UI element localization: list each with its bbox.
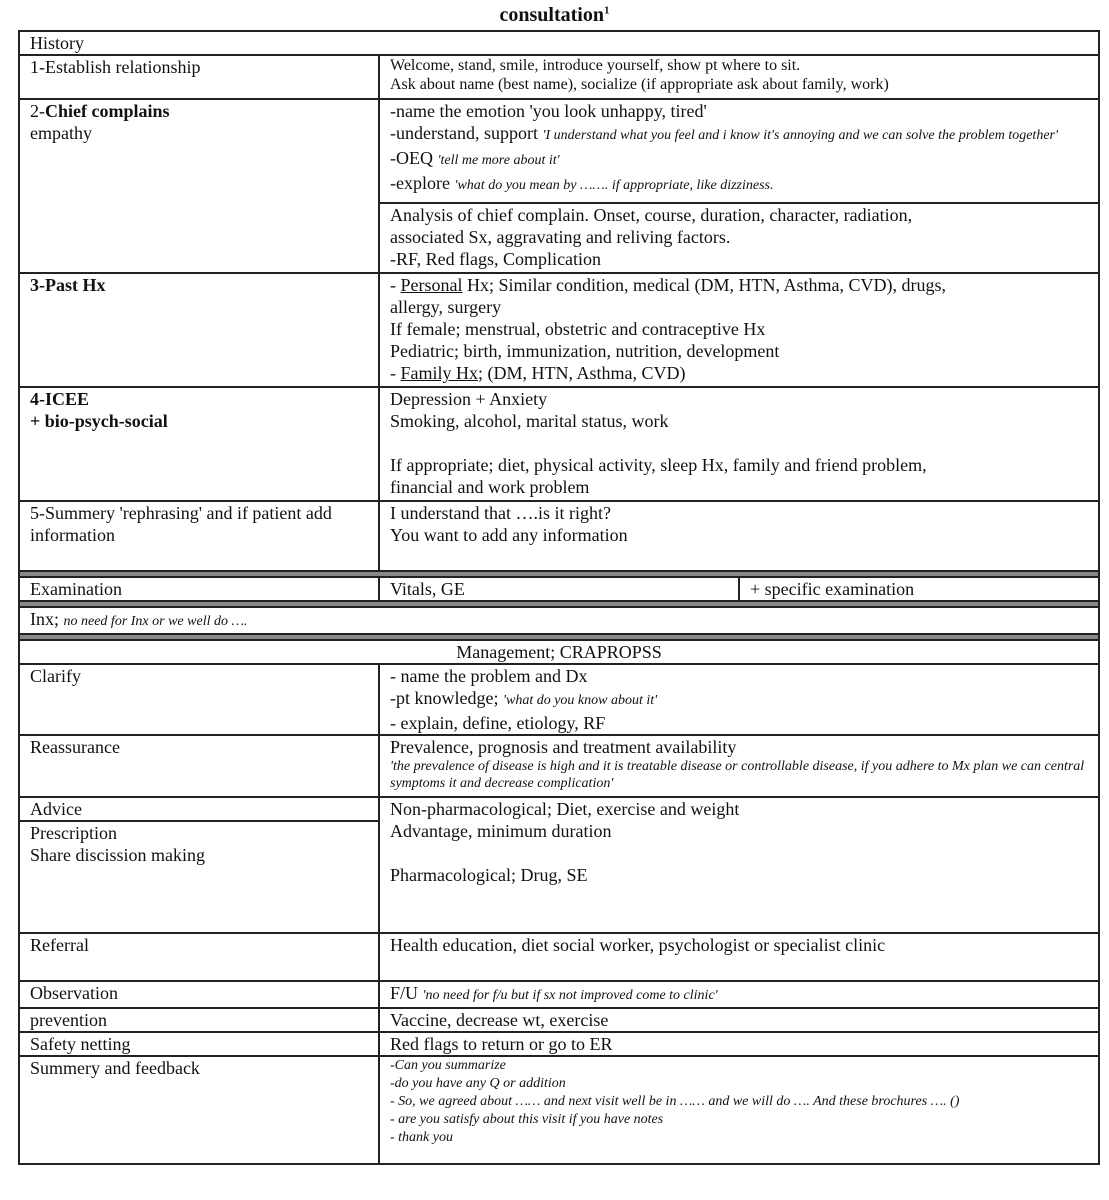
table-row xyxy=(19,1032,1099,1056)
row-content: -Can you summarize -do you have any Q or addition - So, we agreed about …… and next visit well be in …… and we will do …. And these brochures …. () - are you satisfy about this visit if you have notes - thank you xyxy=(379,1056,1099,1164)
row-label: Referral xyxy=(19,933,379,981)
examination-specific: + specific examination xyxy=(739,577,1099,601)
table-row xyxy=(19,664,1099,735)
row-label: 2-Chief complains empathy xyxy=(19,99,379,273)
table-row xyxy=(19,577,1099,601)
table-row xyxy=(19,1056,1099,1164)
row-label: Advice xyxy=(19,797,379,821)
row-label: Safety netting xyxy=(19,1032,379,1056)
row-content: Vaccine, decrease wt, exercise xyxy=(379,1008,1099,1032)
document-title: consultation$^1$ xyxy=(499,4,610,26)
row-label: prevention xyxy=(19,1008,379,1032)
row-content: Analysis of chief complain. Onset, course, duration, character, radiation, associated Sx, aggravating and reliving factors. -RF, Red flags, Complication xyxy=(379,203,1099,273)
row-content: Prevalence, prognosis and treatment availability 'the prevalence of disease is high and it is treatable disease or controllable disease, if you adhere to Mx plan we can central symptoms it and decrease complication' xyxy=(379,735,1099,797)
table-row xyxy=(19,273,1099,387)
row-content: - name the problem and Dx -pt knowledge; 'what do you know about it' - explain, define, etiology, RF xyxy=(379,664,1099,735)
row-content: Health education, diet social worker, psychologist or specialist clinic xyxy=(379,933,1099,981)
row-label: 3-Past Hx xyxy=(19,273,379,387)
table-row xyxy=(19,1008,1099,1032)
table-row xyxy=(19,99,1099,203)
table-row xyxy=(19,981,1099,1008)
examination-vitals: Vitals, GE xyxy=(379,577,739,601)
row-content: F/U 'no need for f/u but if sx not improved come to clinic' xyxy=(379,981,1099,1008)
row-content: Depression + Anxiety Smoking, alcohol, marital status, work If appropriate; diet, physical activity, sleep Hx, family and friend problem, financial and work problem xyxy=(379,387,1099,501)
row-content: - Personal Hx; Similar condition, medical (DM, HTN, Asthma, CVD), drugs, allergy, surgery If female; menstrual, obstetric and contraceptive Hx Pediatric; birth, immunization, nutrition, development - Family Hx; (DM, HTN, Asthma, CVD) xyxy=(379,273,1099,387)
management-header: Management; CRAPROPSS xyxy=(19,640,1099,664)
history-header: History xyxy=(19,31,1099,55)
table-row xyxy=(19,31,1099,55)
table-row xyxy=(19,607,1099,634)
row-label: Summery and feedback xyxy=(19,1056,379,1164)
table-row xyxy=(19,735,1099,797)
row-content: Non-pharmacological; Diet, exercise and weight Advantage, minimum duration Pharmacological; Drug, SE xyxy=(379,797,1099,933)
row-label: Reassurance xyxy=(19,735,379,797)
row-label: 5-Summery 'rephrasing' and if patient add information xyxy=(19,501,379,571)
examination-label: Examination xyxy=(19,577,379,601)
row-label: Clarify xyxy=(19,664,379,735)
table-row xyxy=(19,387,1099,501)
consultation-table xyxy=(18,30,1100,1165)
row-content: Welcome, stand, smile, introduce yourself, show pt where to sit. Ask about name (best name), socialize (if appropriate ask about family, work) xyxy=(379,55,1099,99)
table-row xyxy=(19,933,1099,981)
row-label: Prescription Share discission making xyxy=(19,821,379,933)
inx-row: Inx; no need for Inx or we well do …. xyxy=(19,607,1099,634)
table-row xyxy=(19,501,1099,571)
row-label: Observation xyxy=(19,981,379,1008)
row-label: 4-ICEE + bio-psych-social xyxy=(19,387,379,501)
row-content: -name the emotion 'you look unhappy, tired' -understand, support 'I understand what you feel and i know it's annoying and we can solve the problem together' -OEQ 'tell me more about it' -explore 'what do you mean by ……. if appropriate, like dizziness. xyxy=(379,99,1099,203)
row-label: 1-Establish relationship xyxy=(19,55,379,99)
table-row xyxy=(19,797,1099,821)
row-content: I understand that ….is it right? You want to add any information xyxy=(379,501,1099,571)
table-row xyxy=(19,640,1099,664)
table-row xyxy=(19,55,1099,99)
row-content: Red flags to return or go to ER xyxy=(379,1032,1099,1056)
